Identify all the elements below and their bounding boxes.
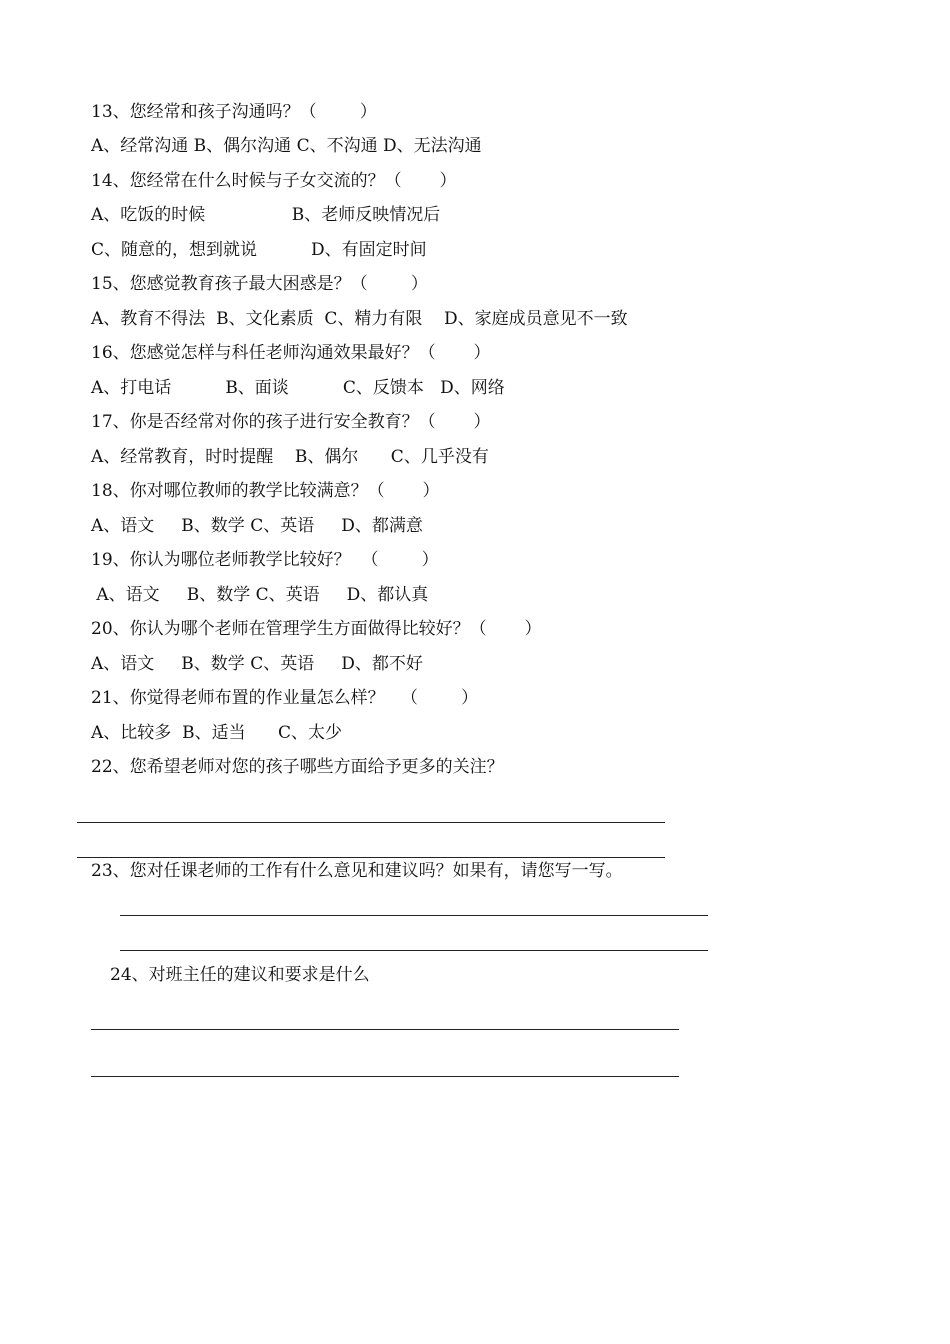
question-14-options-row1: A、吃饭的时候 B、老师反映情况后 [91,205,441,225]
question-16-options: A、打电话 B、面谈 C、反馈本 D、网络 [91,378,505,398]
question-14-options-row2: C、随意的，想到就说 D、有固定时间 [91,240,427,260]
question-20-options: A、语文 B、数学 C、英语 D、都不好 [91,654,423,674]
question-21: 21、你觉得老师布置的作业量怎么样？ （ ） [91,688,479,708]
answer-line[interactable] [120,915,708,916]
question-22: 22、您希望老师对您的孩子哪些方面给予更多的关注？ [91,757,504,777]
question-23: 23、您对任课老师的工作有什么意见和建议吗？如果有，请您写一写。 [91,861,623,881]
question-19: 19、你认为哪位老师教学比较好？ （ ） [91,550,439,570]
question-19-options: A、语文 B、数学 C、英语 D、都认真 [91,585,429,605]
question-24: 24、对班主任的建议和要求是什么 [110,965,370,985]
question-13-options: A、经常沟通 B、偶尔沟通 C、不沟通 D、无法沟通 [91,136,482,156]
question-15: 15、您感觉教育孩子最大困惑是？（ ） [91,274,428,294]
answer-line[interactable] [120,950,708,951]
question-14: 14、您经常在什么时候与子女交流的？（ ） [91,171,457,191]
question-21-options: A、比较多 B、适当 C、太少 [91,723,343,743]
question-18: 18、你对哪位教师的教学比较满意？（ ） [91,481,440,501]
answer-line[interactable] [77,822,665,823]
question-18-options: A、语文 B、数学 C、英语 D、都满意 [91,516,423,536]
answer-line[interactable] [91,1076,679,1077]
question-16: 16、您感觉怎样与科任老师沟通效果最好？（ ） [91,343,491,363]
question-15-options: A、教育不得法 B、文化素质 C、精力有限 D、家庭成员意见不一致 [91,309,628,329]
question-17: 17、你是否经常对你的孩子进行安全教育？（ ） [91,412,491,432]
question-20: 20、你认为哪个老师在管理学生方面做得比较好？（ ） [91,619,542,639]
answer-line[interactable] [91,1029,679,1030]
question-13: 13、您经常和孩子沟通吗？（ ） [91,102,377,122]
answer-line[interactable] [77,857,665,858]
question-17-options: A、经常教育，时时提醒 B、偶尔 C、几乎没有 [91,447,489,467]
